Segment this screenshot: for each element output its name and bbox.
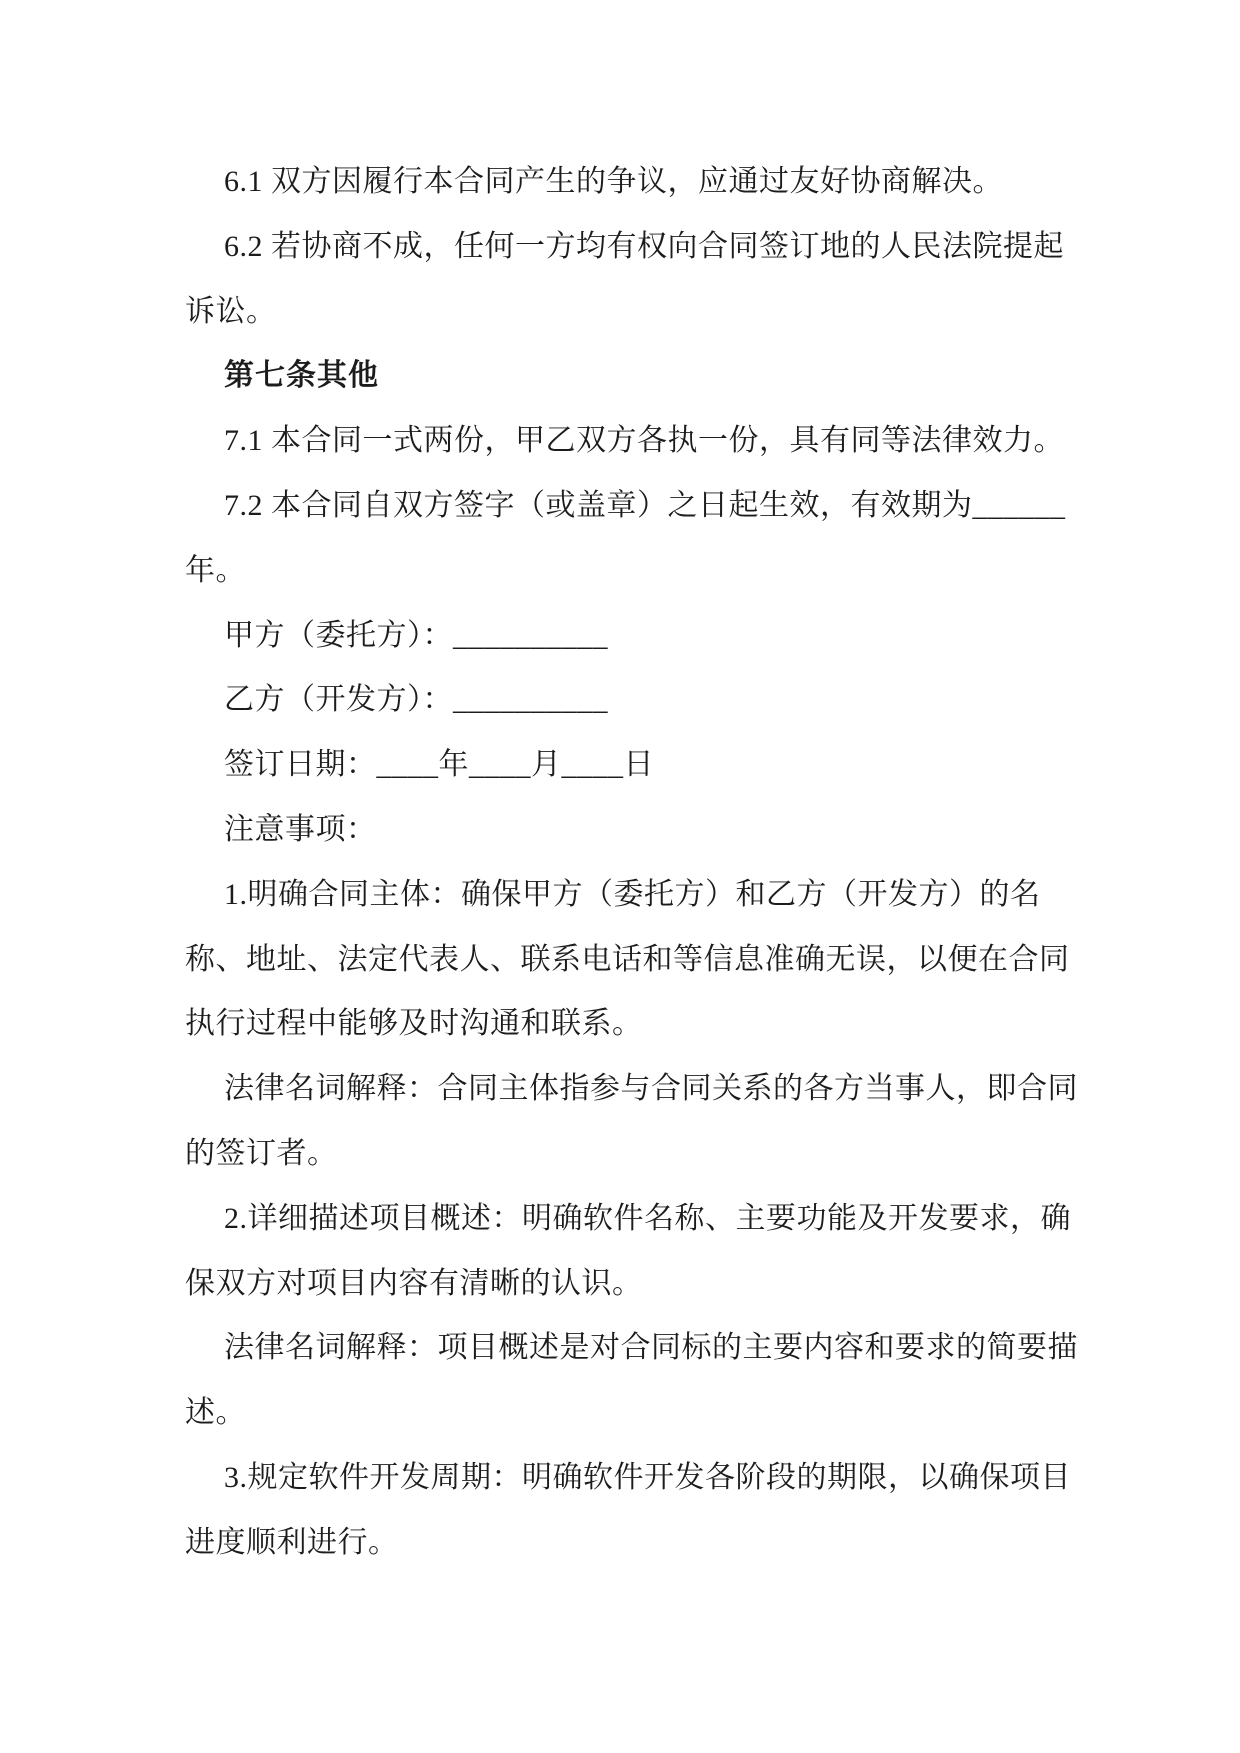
signing-date-line-line-1: 签订日期：____年____月____日 — [224, 748, 654, 782]
signing-date-line — [185, 733, 1120, 798]
party-b-signature-line-line-1: 乙方（开发方）：__________ — [224, 683, 608, 717]
note-1-line-1: 1.明确合同主体：确保甲方（委托方）和乙方（开发方）的名 — [224, 877, 1041, 911]
note-1-line-3: 执行过程中能够及时沟通和联系。 — [185, 1007, 643, 1041]
note-2-line-2: 保双方对项目内容有清晰的认识。 — [185, 1266, 643, 1300]
notes-title — [185, 798, 1120, 863]
clause-7-1 — [185, 409, 1120, 474]
party-a-signature-line-line-1: 甲方（委托方）：__________ — [224, 618, 608, 652]
note-1 — [185, 863, 1120, 1057]
clause-7-2-line-2: 年。 — [185, 553, 246, 587]
note-1-line-2: 称、地址、法定代表人、联系电话和等信息准确无误，以便在合同 — [185, 942, 1070, 976]
clause-6-2 — [185, 215, 1120, 345]
contract-body — [185, 150, 1120, 1576]
note-3 — [185, 1446, 1120, 1576]
note-3-line-1: 3.规定软件开发周期：明确软件开发各阶段的期限，以确保项目 — [224, 1460, 1071, 1494]
note-1-legal-term-line-2: 的签订者。 — [185, 1136, 338, 1170]
article-7-heading — [185, 344, 1120, 409]
note-2 — [185, 1187, 1120, 1317]
article-7-heading-line-1: 第七条其他 — [224, 359, 379, 393]
note-2-legal-term-line-2: 述。 — [185, 1396, 246, 1430]
note-1-legal-term-line-1: 法律名词解释：合同主体指参与合同关系的各方当事人，即合同 — [224, 1072, 1078, 1106]
clause-7-2 — [185, 474, 1120, 604]
note-2-legal-term-line-1: 法律名词解释：项目概述是对合同标的主要内容和要求的简要描 — [224, 1331, 1078, 1365]
note-2-line-1: 2.详细描述项目概述：明确软件名称、主要功能及开发要求，确 — [224, 1201, 1071, 1235]
clause-6-2-line-1: 6.2 若协商不成，任何一方均有权向合同签订地的人民法院提起 — [224, 229, 1064, 263]
clause-6-2-line-2: 诉讼。 — [185, 294, 277, 328]
party-a-signature-line — [185, 604, 1120, 669]
note-2-legal-term — [185, 1316, 1120, 1446]
clause-6-1-line-1: 6.1 双方因履行本合同产生的争议，应通过友好协商解决。 — [224, 165, 1003, 198]
clause-7-2-line-1: 7.2 本合同自双方签字（或盖章）之日起生效，有效期为______ — [224, 488, 1066, 522]
party-b-signature-line — [185, 668, 1120, 733]
clause-7-1-line-1: 7.1 本合同一式两份，甲乙双方各执一份，具有同等法律效力。 — [224, 424, 1064, 458]
note-1-legal-term — [185, 1057, 1120, 1187]
notes-title-line-1: 注意事项： — [224, 812, 377, 846]
note-3-line-2: 进度顺利进行。 — [185, 1525, 399, 1559]
clause-6-1 — [185, 150, 1120, 215]
